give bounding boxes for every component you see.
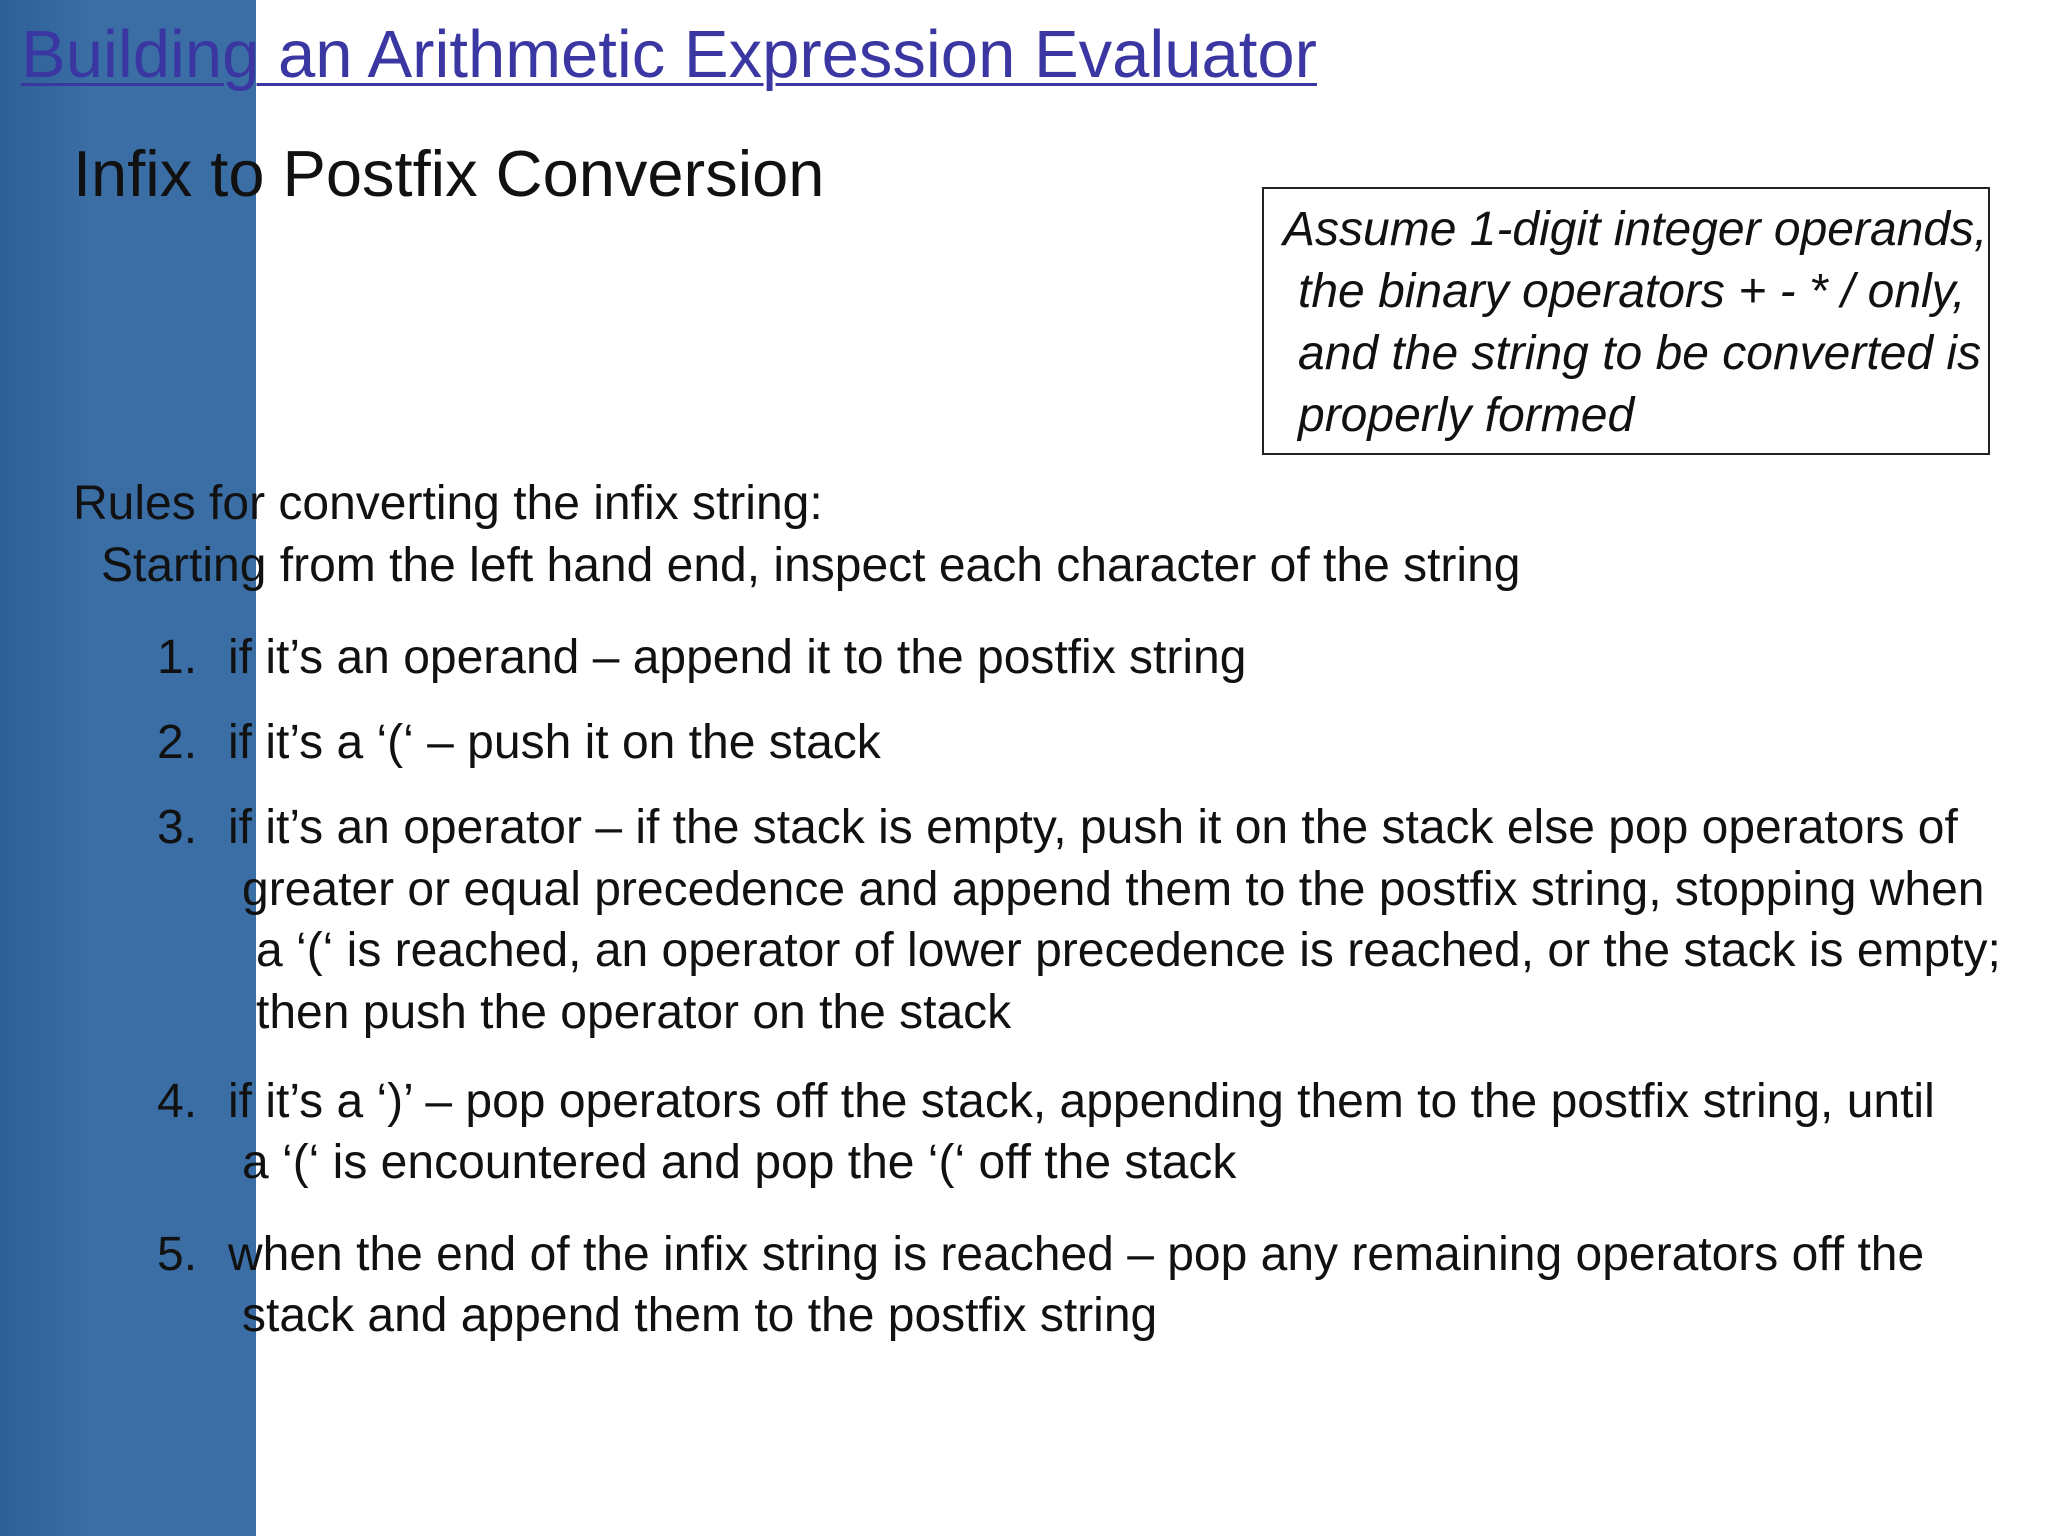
rule-text: if it’s an operator – if the stack is empty, push it on the stack else pop operators of <box>228 801 1958 854</box>
assumption-line: the binary operators + - * / only, <box>1298 265 1966 318</box>
slide-subtitle: Infix to Postfix Conversion <box>73 137 825 210</box>
rule-number: 4. <box>157 1075 198 1128</box>
rules-intro: Starting from the left hand end, inspect each character of the string <box>101 539 1521 592</box>
rule-text: a ‘(‘ is reached, an operator of lower precedence is reached, or the stack is empty; <box>256 924 2001 977</box>
assumption-line: Assume 1-digit integer operands, <box>1283 203 1988 256</box>
rules-heading: Rules for converting the infix string: <box>73 477 823 530</box>
rule-number: 1. <box>157 631 198 684</box>
rule-number: 3. <box>157 801 198 854</box>
assumption-line: properly formed <box>1298 389 1635 442</box>
rule-text: if it’s a ‘)’ – pop operators off the stack, appending them to the postfix string, until <box>228 1075 1935 1128</box>
rule-text: a ‘(‘ is encountered and pop the ‘(‘ off the stack <box>242 1136 1237 1189</box>
assumption-line: and the string to be converted is <box>1298 327 1982 380</box>
rule-text: when the end of the infix string is reached – pop any remaining operators off the <box>228 1228 1925 1281</box>
rule-number: 5. <box>157 1228 198 1281</box>
rule-text: if it’s a ‘(‘ – push it on the stack <box>228 716 881 769</box>
sidebar-decoration <box>0 0 256 1536</box>
rule-text: stack and append them to the postfix string <box>242 1289 1158 1342</box>
rule-text: if it’s an operand – append it to the postfix string <box>228 631 1247 684</box>
slide-title: Building an Arithmetic Expression Evaluator <box>21 17 1317 92</box>
rule-text: greater or equal precedence and append them to the postfix string, stopping when <box>242 863 1985 916</box>
rule-text: then push the operator on the stack <box>256 986 1012 1039</box>
rule-number: 2. <box>157 716 198 769</box>
